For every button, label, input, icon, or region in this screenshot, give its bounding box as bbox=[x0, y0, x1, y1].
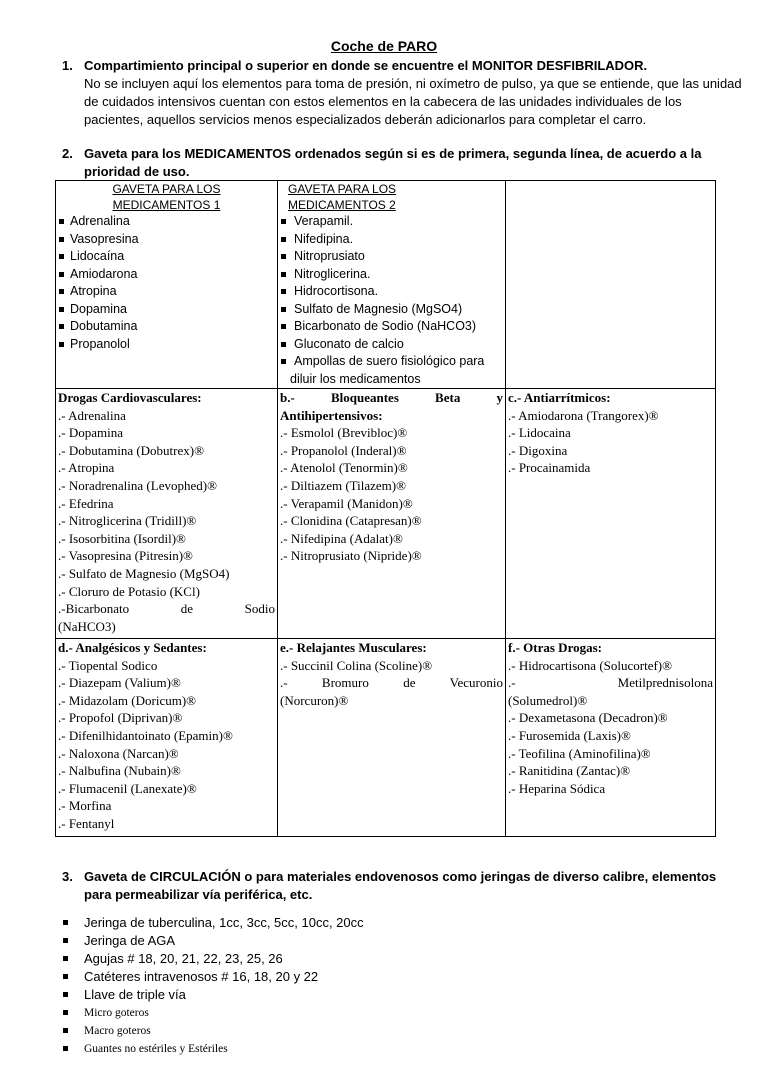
section-3-heading: Gaveta de CIRCULACIÓN o para materiales endovenosos como jeringas de diverso calibre, elementos para permeabilizar vía periférica, etc. bbox=[84, 869, 717, 902]
gaveta-2-list bbox=[280, 213, 503, 371]
gaveta-2-header: GAVETA PARA LOS MEDICAMENTOS 2 bbox=[288, 182, 397, 212]
drug-line: .- Ranitidina (Zantac)® bbox=[508, 763, 631, 779]
drug-line: .- Noradrenalina (Levophed)® bbox=[58, 477, 217, 493]
drug-line: .- Procainamida bbox=[508, 460, 591, 476]
list-item: Atropina bbox=[58, 283, 275, 301]
list-item: Nifedipina. bbox=[280, 231, 503, 249]
page-title: Coche de PARO bbox=[330, 38, 438, 54]
table-row bbox=[56, 639, 716, 837]
beta-title-cont: Antihipertensivos: bbox=[280, 407, 383, 423]
drug-line: .- Metilprednisolona bbox=[508, 675, 713, 691]
list-item: Guantes no estériles y Estériles bbox=[62, 1040, 742, 1058]
list-item: Gluconato de calcio bbox=[280, 336, 503, 354]
drug-line: .- Dopamina bbox=[58, 425, 123, 441]
drug-line: .- Fentanyl bbox=[58, 815, 115, 831]
drug-line: .- Midazolam (Doricum)® bbox=[58, 692, 197, 708]
relaj-title: e.- Relajantes Musculares: bbox=[280, 640, 427, 655]
table-row bbox=[56, 181, 716, 389]
drug-line: .- Vasopresina (Pitresin)® bbox=[58, 548, 193, 564]
list-item: Verapamil. bbox=[280, 213, 503, 231]
antiarr-cell bbox=[506, 389, 716, 639]
analg-cell bbox=[56, 639, 278, 837]
drug-line: .- Atropina bbox=[58, 460, 115, 476]
drug-line: .- Nitroglicerina (Tridill)® bbox=[58, 513, 197, 529]
drug-line: .- Morfina bbox=[58, 798, 112, 814]
drug-line: (NaHCO3) bbox=[58, 618, 116, 634]
drug-line: .- Nalbufina (Nubain)® bbox=[58, 763, 181, 779]
gaveta-2-cell bbox=[278, 181, 506, 389]
list-item: Propanolol bbox=[58, 336, 275, 354]
medications-table bbox=[55, 180, 716, 837]
drug-line: .- Diazepam (Valium)® bbox=[58, 675, 181, 691]
drug-line: .- Flumacenil (Lanexate)® bbox=[58, 780, 197, 796]
drug-line: .- Difenilhidantoinato (Epamin)® bbox=[58, 727, 233, 743]
gaveta-1-list bbox=[58, 213, 275, 353]
section-1-text: No se incluyen aquí los elementos para toma de presión, ni oxímetro de pulso, ya que se entiende, que las unidad de cuidados intensivos cuentan con estos elementos en la cabecera de las unidades individuales de los pacientes, aquellos servicios menos especializados deberán adicionarlos para completar el carro. bbox=[84, 76, 742, 127]
list-item: Sulfato de Magnesio (MgSO4) bbox=[280, 301, 503, 319]
drug-line: .- Esmolol (Brevibloc)® bbox=[280, 425, 408, 441]
drug-line: .- Nitroprusiato (Nipride)® bbox=[280, 548, 422, 564]
gaveta-1-header: GAVETA PARA LOS MEDICAMENTOS 1 bbox=[112, 182, 221, 212]
drug-line: .- Verapamil (Manidon)® bbox=[280, 495, 413, 511]
otras-title: f.- Otras Drogas: bbox=[508, 640, 602, 655]
drug-line: (Norcuron)® bbox=[280, 692, 349, 708]
drug-line: .- Hidrocartisona (Solucortef)® bbox=[508, 657, 673, 673]
drug-line: .- Teofilina (Aminofilina)® bbox=[508, 745, 651, 761]
list-item: Macro goteros bbox=[62, 1022, 742, 1040]
drug-line: .- Lidocaina bbox=[508, 425, 571, 441]
list-item: Agujas # 18, 20, 21, 22, 23, 25, 26 bbox=[62, 950, 742, 968]
list-item: Jeringa de AGA bbox=[62, 932, 742, 950]
drug-line: .- Propofol (Diprivan)® bbox=[58, 710, 183, 726]
section-2-number: 2. bbox=[62, 146, 73, 161]
drug-line: .- Cloruro de Potasio (KCl) bbox=[58, 583, 200, 599]
list-item: Nitroprusiato bbox=[280, 248, 503, 266]
cardio-cell bbox=[56, 389, 278, 639]
antiarr-title: c.- Antiarrítmicos: bbox=[508, 390, 611, 405]
list-item: Dopamina bbox=[58, 301, 275, 319]
otras-cell bbox=[506, 639, 716, 837]
section-1-heading: Compartimiento principal o superior en donde se encuentre el MONITOR DESFIBRILADOR. bbox=[84, 58, 648, 73]
empty-cell bbox=[506, 181, 716, 389]
list-item: Bicarbonato de Sodio (NaHCO3) bbox=[280, 318, 503, 336]
drug-line: .- Diltiazem (Tilazem)® bbox=[280, 477, 407, 493]
list-item: Llave de triple vía bbox=[62, 986, 742, 1004]
gaveta-2-continuation: diluir los medicamentos bbox=[290, 371, 421, 386]
list-item: Nitroglicerina. bbox=[280, 266, 503, 284]
drug-line: .- Naloxona (Narcan)® bbox=[58, 745, 179, 761]
drug-line: .- Propanolol (Inderal)® bbox=[280, 442, 407, 458]
section-2-heading: Gaveta para los MEDICAMENTOS ordenados según si es de primera, segunda línea, de acuerdo a la prioridad de uso. bbox=[84, 146, 702, 179]
drug-line: .- Tiopental Sodico bbox=[58, 657, 158, 673]
table-row bbox=[56, 389, 716, 639]
drug-line: .- Succinil Colina (Scoline)® bbox=[280, 657, 433, 673]
list-item: Micro goteros bbox=[62, 1004, 742, 1022]
list-item: Hidrocortisona. bbox=[280, 283, 503, 301]
section-1 bbox=[62, 57, 742, 129]
section-2 bbox=[62, 145, 742, 181]
section-1-number: 1. bbox=[62, 58, 73, 73]
drug-line: .- Sulfato de Magnesio (MgSO4) bbox=[58, 565, 230, 581]
list-item: Dobutamina bbox=[58, 318, 275, 336]
drug-line: .- Digoxina bbox=[508, 442, 568, 458]
list-item: Adrenalina bbox=[58, 213, 275, 231]
list-item: Jeringa de tuberculina, 1cc, 3cc, 5cc, 10cc, 20cc bbox=[62, 914, 742, 932]
list-item: Ampollas de suero fisiológico para bbox=[280, 353, 503, 371]
beta-title: b.- Bloqueantes Beta y bbox=[280, 390, 503, 405]
drug-line: .- Isosorbitina (Isordil)® bbox=[58, 530, 186, 546]
drug-line: .- Dexametasona (Decadron)® bbox=[508, 710, 668, 726]
list-item: Catéteres intravenosos # 16, 18, 20 y 22 bbox=[62, 968, 742, 986]
beta-cell bbox=[278, 389, 506, 639]
list-item: Lidocaína bbox=[58, 248, 275, 266]
analg-title: d.- Analgésicos y Sedantes: bbox=[58, 640, 207, 655]
list-item: Vasopresina bbox=[58, 231, 275, 249]
drug-line: .-Bicarbonato de Sodio bbox=[58, 601, 275, 617]
section-3-list bbox=[62, 914, 742, 1058]
relaj-cell bbox=[278, 639, 506, 837]
drug-line: .- Heparina Sódica bbox=[508, 780, 606, 796]
list-item: Amiodarona bbox=[58, 266, 275, 284]
section-3-number: 3. bbox=[62, 869, 73, 884]
drug-line: .- Efedrina bbox=[58, 495, 114, 511]
drug-line: .- Adrenalina bbox=[58, 407, 126, 423]
drug-line: .- Furosemida (Laxis)® bbox=[508, 727, 631, 743]
drug-line: .- Nifedipina (Adalat)® bbox=[280, 530, 403, 546]
cardio-title: Drogas Cardiovasculares: bbox=[58, 390, 202, 405]
section-3 bbox=[62, 868, 742, 904]
gaveta-1-cell bbox=[56, 181, 278, 389]
drug-line: (Solumedrol)® bbox=[508, 692, 588, 708]
drug-line: .- Bromuro de Vecuronio bbox=[280, 675, 503, 691]
drug-line: .- Clonidina (Catapresan)® bbox=[280, 513, 422, 529]
drug-line: .- Amiodarona (Trangorex)® bbox=[508, 407, 659, 423]
drug-line: .- Dobutamina (Dobutrex)® bbox=[58, 442, 204, 458]
drug-line: .- Atenolol (Tenormin)® bbox=[280, 460, 408, 476]
